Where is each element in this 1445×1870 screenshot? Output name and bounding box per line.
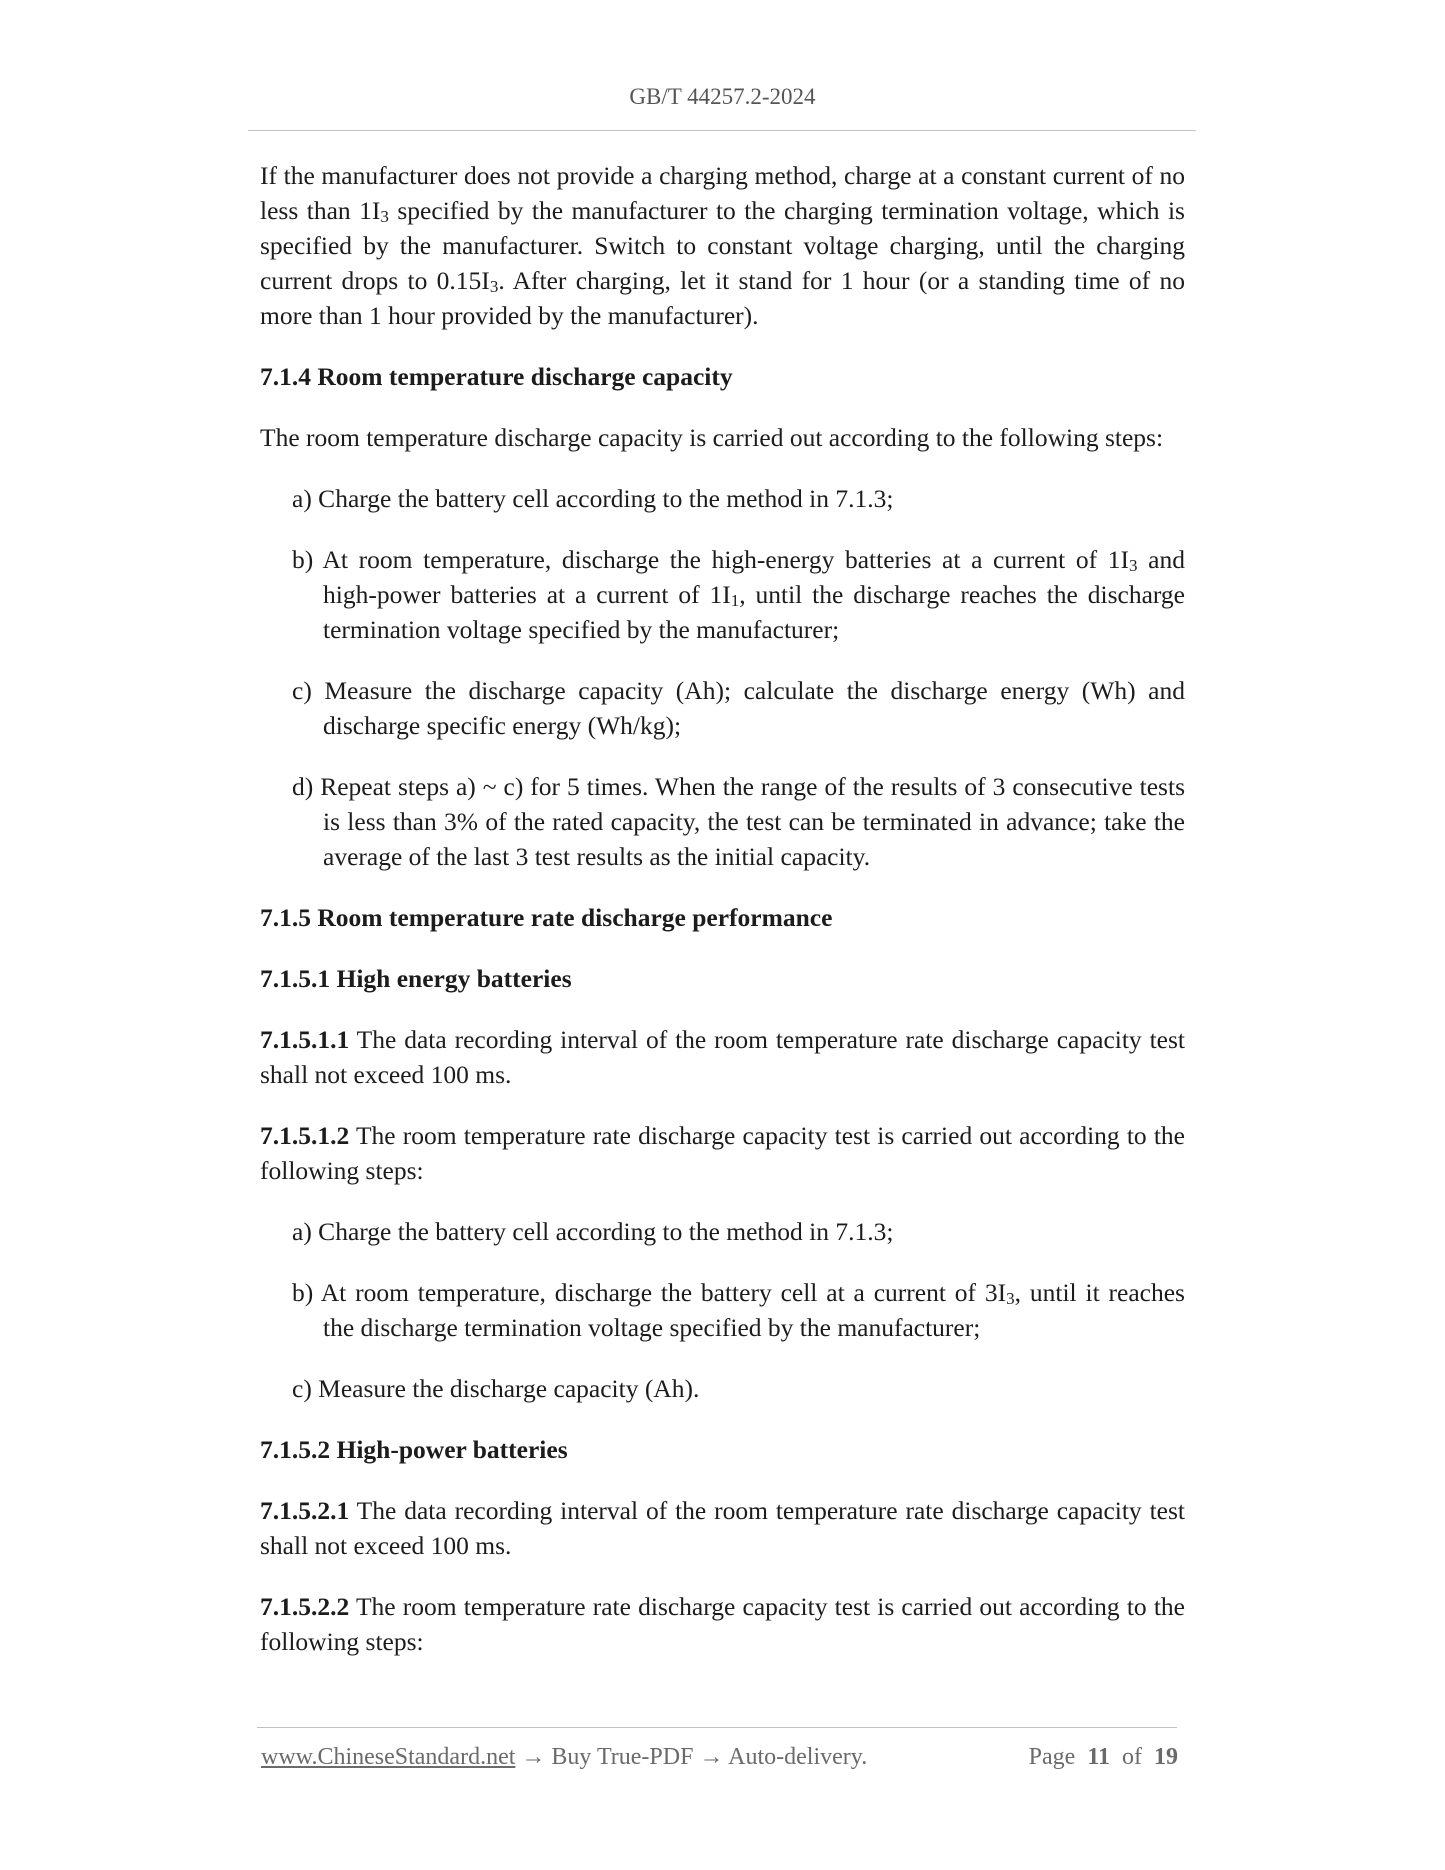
intro-text-1: If the manufacturer does not provide a charging method, charge at a constant current of no less than 1I — [260, 161, 1185, 225]
arrow-right-icon: → — [699, 1744, 724, 1770]
paragraph-7-1-5-1-2 — [260, 1118, 1185, 1188]
intro-subscript-1: 3 — [380, 207, 389, 226]
paragraph-7-1-4: The room temperature discharge capacity is carried out according to the following steps: — [260, 423, 1164, 452]
intro-paragraph — [260, 158, 1185, 333]
list-item-7-1-4-c: c) Measure the discharge capacity (Ah); calculate the discharge energy (Wh) and discharge specific energy (Wh/kg); — [292, 676, 1185, 740]
item-b-subscript-1: 3 — [1129, 556, 1138, 575]
page-indicator — [1029, 1744, 1178, 1771]
item-b-text-1: b) At room temperature, discharge the high-energy batteries at a current of 1I — [292, 545, 1130, 574]
document-header — [0, 84, 1445, 110]
arrow-right-icon: → — [521, 1744, 546, 1770]
page-label: Page — [1028, 1744, 1076, 1770]
clause-text: The room temperature rate discharge capacity test is carried out according to the following steps: — [260, 1121, 1185, 1185]
intro-text-2: specified by the manufacturer to the charging termination voltage, which is specified by the manufacturer. Switch to constant voltage charging, until the charging current drops to 0.15I — [260, 196, 1185, 295]
list-item-7-1-5-1-2-b — [292, 1275, 1185, 1345]
heading-7-1-5-1: 7.1.5.1 High energy batteries — [260, 964, 572, 993]
heading-7-1-5: 7.1.5 Room temperature rate discharge performance — [260, 903, 833, 932]
current-page-number: 11 — [1087, 1744, 1110, 1770]
item-b-subscript: 3 — [1006, 1289, 1015, 1308]
list-item-7-1-4-a: a) Charge the battery cell according to the method in 7.1.3; — [292, 484, 894, 513]
total-page-count: 19 — [1154, 1744, 1178, 1770]
clause-number: 7.1.5.1.2 — [260, 1121, 350, 1150]
item-b-text-3: , until the discharge reaches the discharge termination voltage specified by the manufacturer; — [323, 580, 1185, 644]
item-b-text-2: , until it reaches the discharge termination voltage specified by the manufacturer; — [323, 1278, 1185, 1342]
paragraph-7-1-5-2-1 — [260, 1493, 1185, 1563]
document-code: GB/T 44257.2-2024 — [629, 84, 816, 109]
item-b-text-1: b) At room temperature, discharge the battery cell at a current of 3I — [292, 1278, 1007, 1307]
clause-text: The room temperature rate discharge capacity test is carried out according to the following steps: — [260, 1592, 1185, 1656]
list-item-7-1-5-1-2-a: a) Charge the battery cell according to the method in 7.1.3; — [292, 1217, 894, 1246]
header-divider — [248, 130, 1196, 131]
list-item-7-1-4-b — [292, 542, 1185, 647]
item-b-text-2: and high-power batteries at a current of 1I — [323, 545, 1185, 609]
clause-number: 7.1.5.1.1 — [260, 1025, 350, 1054]
clause-text: The data recording interval of the room temperature rate discharge capacity test shall not exceed 100 ms. — [260, 1025, 1185, 1089]
item-b-subscript-2: 1 — [730, 591, 740, 610]
footer-divider — [257, 1727, 1177, 1728]
clause-text: The data recording interval of the room temperature rate discharge capacity test shall not exceed 100 ms. — [260, 1496, 1185, 1560]
of-label: of — [1122, 1744, 1142, 1770]
footer-promo — [261, 1744, 867, 1771]
website-link[interactable]: www.ChineseStandard.net — [261, 1744, 516, 1770]
buy-true-pdf-text: Buy True-PDF — [551, 1744, 694, 1770]
list-item-7-1-5-1-2-c: c) Measure the discharge capacity (Ah). — [292, 1374, 700, 1403]
paragraph-7-1-5-1-1 — [260, 1022, 1185, 1092]
page-content — [260, 158, 1185, 1685]
clause-number: 7.1.5.2.1 — [260, 1496, 350, 1525]
heading-7-1-5-2: 7.1.5.2 High-power batteries — [260, 1435, 568, 1464]
auto-delivery-text: Auto-delivery. — [728, 1744, 868, 1770]
intro-subscript-2: 3 — [489, 277, 499, 296]
intro-text-3: . After charging, let it stand for 1 hour (or a standing time of no more than 1 hour provided by the manufacturer). — [260, 266, 1185, 330]
list-item-7-1-4-d: d) Repeat steps a) ~ c) for 5 times. When the range of the results of 3 consecutive tests is less than 3% of the rated capacity, the test can be terminated in advance; take the average of the last 3 test results as the initial capacity. — [292, 772, 1185, 871]
paragraph-7-1-5-2-2 — [260, 1589, 1185, 1659]
document-footer — [261, 1744, 1178, 1778]
clause-number: 7.1.5.2.2 — [260, 1592, 350, 1621]
heading-7-1-4: 7.1.4 Room temperature discharge capacity — [260, 362, 733, 391]
